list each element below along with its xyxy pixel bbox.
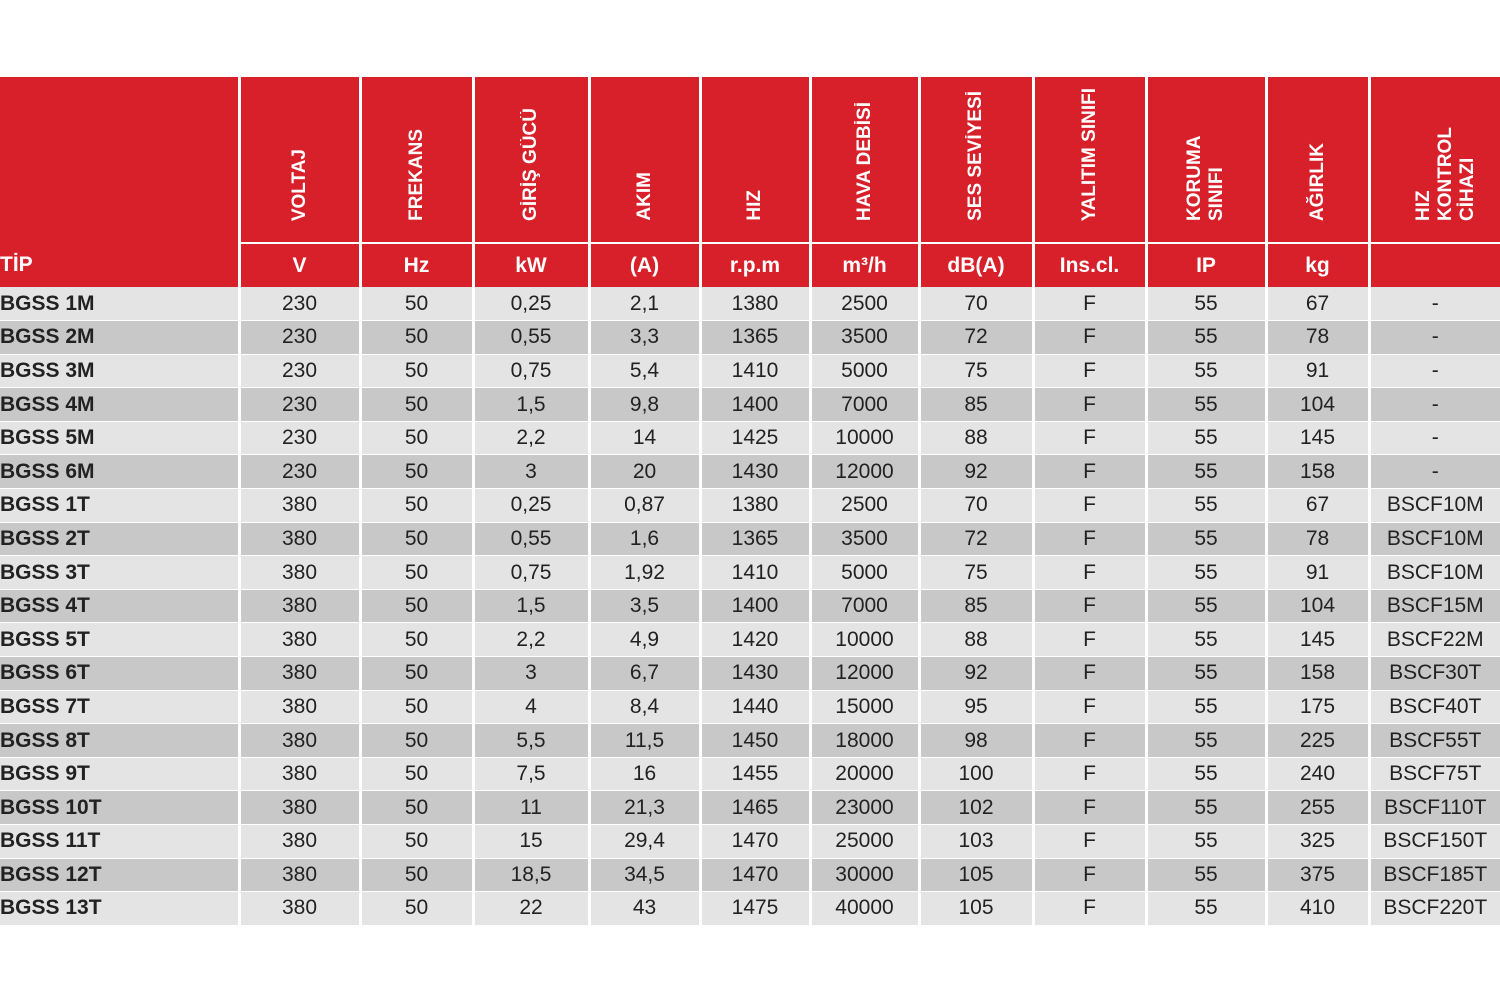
cell-speed: 1470 [700, 858, 810, 892]
cell-airflow: 2500 [810, 287, 919, 321]
cell-frequency: 50 [360, 858, 473, 892]
cell-current: 6,7 [589, 657, 700, 691]
cell-tip: BGSS 6T [0, 657, 239, 691]
cell-voltage: 380 [239, 791, 360, 825]
cell-speed: 1420 [700, 623, 810, 657]
cell-protection-class: 55 [1146, 757, 1266, 791]
cell-current: 20 [589, 455, 700, 489]
cell-current: 34,5 [589, 858, 700, 892]
cell-frequency: 50 [360, 623, 473, 657]
cell-speed: 1365 [700, 321, 810, 355]
cell-current: 1,6 [589, 522, 700, 556]
cell-protection-class: 55 [1146, 858, 1266, 892]
cell-weight: 104 [1266, 589, 1369, 623]
cell-airflow: 5000 [810, 354, 919, 388]
unit-voltage: V [239, 243, 360, 287]
cell-voltage: 380 [239, 556, 360, 590]
cell-tip: BGSS 8T [0, 724, 239, 758]
cell-speed-controller: BSCF55T [1369, 724, 1500, 758]
cell-input-power: 0,75 [473, 556, 589, 590]
cell-current: 4,9 [589, 623, 700, 657]
column-header-speed-controller: HIZ KONTROL CİHAZI [1369, 77, 1500, 243]
cell-speed: 1410 [700, 354, 810, 388]
cell-input-power: 0,55 [473, 522, 589, 556]
cell-voltage: 380 [239, 724, 360, 758]
cell-speed: 1470 [700, 825, 810, 859]
cell-weight: 225 [1266, 724, 1369, 758]
cell-tip: BGSS 1M [0, 287, 239, 321]
cell-frequency: 50 [360, 690, 473, 724]
cell-weight: 91 [1266, 354, 1369, 388]
cell-speed: 1475 [700, 892, 810, 926]
cell-speed-controller: BSCF10M [1369, 489, 1500, 523]
cell-weight: 325 [1266, 825, 1369, 859]
cell-weight: 91 [1266, 556, 1369, 590]
cell-airflow: 3500 [810, 321, 919, 355]
cell-input-power: 0,75 [473, 354, 589, 388]
cell-frequency: 50 [360, 892, 473, 926]
cell-weight: 175 [1266, 690, 1369, 724]
cell-tip: BGSS 2M [0, 321, 239, 355]
cell-sound-level: 72 [919, 321, 1033, 355]
cell-insulation-class: F [1033, 489, 1146, 523]
cell-voltage: 380 [239, 489, 360, 523]
cell-tip: BGSS 6M [0, 455, 239, 489]
cell-frequency: 50 [360, 388, 473, 422]
cell-voltage: 380 [239, 623, 360, 657]
cell-weight: 240 [1266, 757, 1369, 791]
cell-speed: 1430 [700, 455, 810, 489]
cell-input-power: 11 [473, 791, 589, 825]
cell-sound-level: 103 [919, 825, 1033, 859]
cell-speed: 1365 [700, 522, 810, 556]
header-name-row [0, 77, 1500, 243]
cell-insulation-class: F [1033, 825, 1146, 859]
cell-input-power: 7,5 [473, 757, 589, 791]
header-unit-row [0, 243, 1500, 287]
cell-protection-class: 55 [1146, 657, 1266, 691]
cell-frequency: 50 [360, 589, 473, 623]
cell-speed-controller: BSCF40T [1369, 690, 1500, 724]
cell-sound-level: 105 [919, 858, 1033, 892]
cell-sound-level: 75 [919, 556, 1033, 590]
cell-current: 5,4 [589, 354, 700, 388]
cell-current: 9,8 [589, 388, 700, 422]
table-row [0, 657, 1500, 691]
column-header-voltage: VOLTAJ [239, 77, 360, 243]
cell-input-power: 0,25 [473, 287, 589, 321]
cell-sound-level: 88 [919, 421, 1033, 455]
table-row [0, 455, 1500, 489]
cell-speed-controller: BSCF110T [1369, 791, 1500, 825]
table-row [0, 690, 1500, 724]
unit-speed-controller [1369, 243, 1500, 287]
cell-airflow: 10000 [810, 421, 919, 455]
table-row [0, 892, 1500, 926]
column-header-protection-class: KORUMA SINIFI [1146, 77, 1266, 243]
table-row [0, 724, 1500, 758]
cell-insulation-class: F [1033, 421, 1146, 455]
cell-protection-class: 55 [1146, 623, 1266, 657]
cell-speed-controller: BSCF75T [1369, 757, 1500, 791]
cell-current: 21,3 [589, 791, 700, 825]
cell-insulation-class: F [1033, 354, 1146, 388]
cell-tip: BGSS 5T [0, 623, 239, 657]
cell-speed-controller: - [1369, 421, 1500, 455]
cell-protection-class: 55 [1146, 522, 1266, 556]
table-row [0, 623, 1500, 657]
cell-voltage: 380 [239, 522, 360, 556]
cell-sound-level: 70 [919, 287, 1033, 321]
cell-airflow: 30000 [810, 858, 919, 892]
table-row [0, 858, 1500, 892]
cell-airflow: 7000 [810, 388, 919, 422]
cell-speed-controller: - [1369, 321, 1500, 355]
cell-sound-level: 70 [919, 489, 1033, 523]
cell-airflow: 10000 [810, 623, 919, 657]
cell-airflow: 12000 [810, 657, 919, 691]
unit-protection-class: IP [1146, 243, 1266, 287]
table-row [0, 589, 1500, 623]
cell-voltage: 230 [239, 321, 360, 355]
cell-frequency: 50 [360, 791, 473, 825]
cell-frequency: 50 [360, 657, 473, 691]
cell-speed: 1430 [700, 657, 810, 691]
cell-speed: 1465 [700, 791, 810, 825]
cell-input-power: 1,5 [473, 388, 589, 422]
cell-frequency: 50 [360, 724, 473, 758]
cell-airflow: 18000 [810, 724, 919, 758]
cell-voltage: 380 [239, 657, 360, 691]
cell-airflow: 3500 [810, 522, 919, 556]
cell-protection-class: 55 [1146, 455, 1266, 489]
table-row [0, 287, 1500, 321]
cell-airflow: 12000 [810, 455, 919, 489]
cell-weight: 78 [1266, 321, 1369, 355]
cell-speed: 1400 [700, 388, 810, 422]
column-header-current: AKIM [589, 77, 700, 243]
cell-voltage: 380 [239, 858, 360, 892]
table-body [0, 287, 1500, 925]
cell-current: 29,4 [589, 825, 700, 859]
cell-speed: 1380 [700, 287, 810, 321]
cell-airflow: 23000 [810, 791, 919, 825]
cell-sound-level: 100 [919, 757, 1033, 791]
cell-tip: BGSS 10T [0, 791, 239, 825]
cell-speed-controller: BSCF30T [1369, 657, 1500, 691]
cell-speed: 1450 [700, 724, 810, 758]
table-row [0, 522, 1500, 556]
cell-insulation-class: F [1033, 455, 1146, 489]
cell-tip: BGSS 9T [0, 757, 239, 791]
cell-frequency: 50 [360, 522, 473, 556]
cell-weight: 67 [1266, 489, 1369, 523]
cell-insulation-class: F [1033, 657, 1146, 691]
cell-sound-level: 105 [919, 892, 1033, 926]
cell-sound-level: 95 [919, 690, 1033, 724]
cell-speed-controller: - [1369, 287, 1500, 321]
unit-frequency: Hz [360, 243, 473, 287]
cell-voltage: 230 [239, 354, 360, 388]
cell-input-power: 0,25 [473, 489, 589, 523]
cell-input-power: 3 [473, 455, 589, 489]
cell-airflow: 25000 [810, 825, 919, 859]
cell-sound-level: 72 [919, 522, 1033, 556]
cell-speed-controller: - [1369, 354, 1500, 388]
unit-speed: r.p.m [700, 243, 810, 287]
cell-voltage: 230 [239, 287, 360, 321]
cell-voltage: 380 [239, 892, 360, 926]
cell-input-power: 22 [473, 892, 589, 926]
cell-voltage: 230 [239, 455, 360, 489]
cell-protection-class: 55 [1146, 388, 1266, 422]
cell-insulation-class: F [1033, 556, 1146, 590]
column-header-frequency: FREKANS [360, 77, 473, 243]
cell-input-power: 2,2 [473, 623, 589, 657]
cell-current: 14 [589, 421, 700, 455]
cell-airflow: 40000 [810, 892, 919, 926]
table-row [0, 388, 1500, 422]
cell-tip: BGSS 5M [0, 421, 239, 455]
cell-current: 43 [589, 892, 700, 926]
cell-tip: BGSS 12T [0, 858, 239, 892]
tip-header-label: TİP [0, 243, 239, 287]
cell-current: 16 [589, 757, 700, 791]
unit-input-power: kW [473, 243, 589, 287]
cell-frequency: 50 [360, 321, 473, 355]
cell-frequency: 50 [360, 556, 473, 590]
cell-sound-level: 75 [919, 354, 1033, 388]
cell-protection-class: 55 [1146, 556, 1266, 590]
cell-speed: 1440 [700, 690, 810, 724]
cell-airflow: 2500 [810, 489, 919, 523]
column-header-weight: AĞIRLIK [1266, 77, 1369, 243]
table-row [0, 556, 1500, 590]
cell-protection-class: 55 [1146, 589, 1266, 623]
cell-protection-class: 55 [1146, 321, 1266, 355]
cell-input-power: 1,5 [473, 589, 589, 623]
cell-protection-class: 55 [1146, 690, 1266, 724]
cell-voltage: 380 [239, 589, 360, 623]
cell-voltage: 230 [239, 421, 360, 455]
cell-insulation-class: F [1033, 690, 1146, 724]
cell-weight: 410 [1266, 892, 1369, 926]
cell-speed: 1410 [700, 556, 810, 590]
cell-speed-controller: BSCF22M [1369, 623, 1500, 657]
cell-weight: 375 [1266, 858, 1369, 892]
column-header-sound-level: SES SEVİYESİ [919, 77, 1033, 243]
cell-tip: BGSS 11T [0, 825, 239, 859]
table-row [0, 421, 1500, 455]
cell-speed-controller: BSCF220T [1369, 892, 1500, 926]
column-header-speed: HIZ [700, 77, 810, 243]
cell-airflow: 15000 [810, 690, 919, 724]
unit-airflow: m³/h [810, 243, 919, 287]
unit-insulation-class: Ins.cl. [1033, 243, 1146, 287]
cell-weight: 145 [1266, 623, 1369, 657]
cell-insulation-class: F [1033, 522, 1146, 556]
cell-weight: 255 [1266, 791, 1369, 825]
cell-frequency: 50 [360, 421, 473, 455]
cell-insulation-class: F [1033, 791, 1146, 825]
cell-speed-controller: BSCF10M [1369, 522, 1500, 556]
cell-input-power: 5,5 [473, 724, 589, 758]
tip-header-blank [0, 77, 239, 243]
table-row [0, 757, 1500, 791]
cell-input-power: 4 [473, 690, 589, 724]
cell-insulation-class: F [1033, 724, 1146, 758]
cell-tip: BGSS 13T [0, 892, 239, 926]
cell-insulation-class: F [1033, 623, 1146, 657]
cell-current: 2,1 [589, 287, 700, 321]
cell-frequency: 50 [360, 455, 473, 489]
cell-speed-controller: - [1369, 455, 1500, 489]
cell-tip: BGSS 7T [0, 690, 239, 724]
cell-frequency: 50 [360, 757, 473, 791]
cell-voltage: 380 [239, 825, 360, 859]
cell-protection-class: 55 [1146, 892, 1266, 926]
cell-speed-controller: BSCF15M [1369, 589, 1500, 623]
cell-current: 11,5 [589, 724, 700, 758]
table-row [0, 825, 1500, 859]
cell-input-power: 18,5 [473, 858, 589, 892]
cell-tip: BGSS 4T [0, 589, 239, 623]
cell-insulation-class: F [1033, 757, 1146, 791]
cell-input-power: 3 [473, 657, 589, 691]
cell-voltage: 380 [239, 690, 360, 724]
cell-frequency: 50 [360, 825, 473, 859]
cell-current: 3,3 [589, 321, 700, 355]
cell-speed-controller: BSCF185T [1369, 858, 1500, 892]
cell-voltage: 380 [239, 757, 360, 791]
cell-insulation-class: F [1033, 321, 1146, 355]
cell-weight: 104 [1266, 388, 1369, 422]
cell-protection-class: 55 [1146, 724, 1266, 758]
cell-frequency: 50 [360, 354, 473, 388]
table-row [0, 791, 1500, 825]
cell-tip: BGSS 4M [0, 388, 239, 422]
cell-speed: 1400 [700, 589, 810, 623]
cell-protection-class: 55 [1146, 354, 1266, 388]
cell-frequency: 50 [360, 489, 473, 523]
cell-sound-level: 92 [919, 455, 1033, 489]
cell-current: 3,5 [589, 589, 700, 623]
cell-airflow: 5000 [810, 556, 919, 590]
cell-weight: 158 [1266, 455, 1369, 489]
cell-speed-controller: BSCF10M [1369, 556, 1500, 590]
cell-tip: BGSS 2T [0, 522, 239, 556]
unit-weight: kg [1266, 243, 1369, 287]
cell-input-power: 0,55 [473, 321, 589, 355]
cell-protection-class: 55 [1146, 489, 1266, 523]
table-row [0, 489, 1500, 523]
cell-weight: 145 [1266, 421, 1369, 455]
cell-voltage: 230 [239, 388, 360, 422]
cell-sound-level: 85 [919, 589, 1033, 623]
cell-input-power: 15 [473, 825, 589, 859]
column-header-input-power: GİRİŞ GÜCÜ [473, 77, 589, 243]
cell-speed-controller: BSCF150T [1369, 825, 1500, 859]
cell-sound-level: 85 [919, 388, 1033, 422]
cell-protection-class: 55 [1146, 825, 1266, 859]
cell-current: 0,87 [589, 489, 700, 523]
cell-sound-level: 102 [919, 791, 1033, 825]
cell-airflow: 7000 [810, 589, 919, 623]
cell-speed-controller: - [1369, 388, 1500, 422]
cell-sound-level: 88 [919, 623, 1033, 657]
cell-current: 1,92 [589, 556, 700, 590]
cell-speed: 1455 [700, 757, 810, 791]
cell-airflow: 20000 [810, 757, 919, 791]
cell-insulation-class: F [1033, 892, 1146, 926]
cell-insulation-class: F [1033, 287, 1146, 321]
cell-insulation-class: F [1033, 388, 1146, 422]
cell-frequency: 50 [360, 287, 473, 321]
specification-table [0, 77, 1500, 926]
cell-weight: 158 [1266, 657, 1369, 691]
column-header-insulation-class: YALITIM SINIFI [1033, 77, 1146, 243]
cell-weight: 78 [1266, 522, 1369, 556]
cell-insulation-class: F [1033, 858, 1146, 892]
cell-insulation-class: F [1033, 589, 1146, 623]
cell-sound-level: 92 [919, 657, 1033, 691]
cell-speed: 1380 [700, 489, 810, 523]
table-row [0, 321, 1500, 355]
cell-speed: 1425 [700, 421, 810, 455]
cell-tip: BGSS 1T [0, 489, 239, 523]
cell-sound-level: 98 [919, 724, 1033, 758]
cell-protection-class: 55 [1146, 791, 1266, 825]
cell-protection-class: 55 [1146, 287, 1266, 321]
unit-current: (A) [589, 243, 700, 287]
table-row [0, 354, 1500, 388]
cell-tip: BGSS 3T [0, 556, 239, 590]
unit-sound-level: dB(A) [919, 243, 1033, 287]
cell-weight: 67 [1266, 287, 1369, 321]
column-header-airflow: HAVA DEBİSİ [810, 77, 919, 243]
cell-protection-class: 55 [1146, 421, 1266, 455]
cell-input-power: 2,2 [473, 421, 589, 455]
cell-current: 8,4 [589, 690, 700, 724]
cell-tip: BGSS 3M [0, 354, 239, 388]
